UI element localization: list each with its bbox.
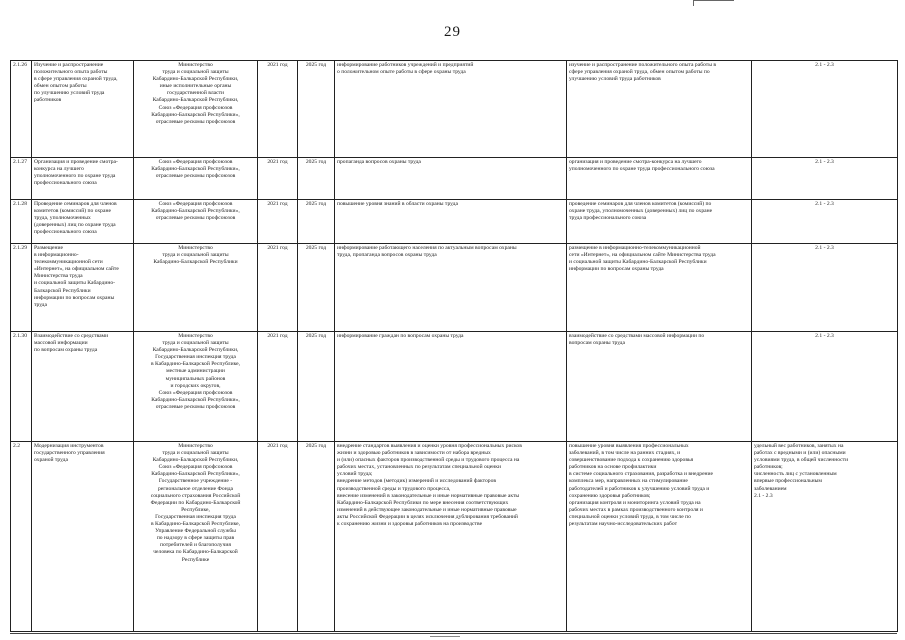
end-year: 2025 год [298,332,335,442]
executors: Министерство труда и социальной защиты Кабардино-Балкарской Республики, иные исполнительные органы государственной власти Кабардино-Балкарской Республики, Союз «Федерация профсоюзов Кабардино-Балкарской Республики», отраслевые рескомы профсоюзов [134,61,258,158]
end-year: 2025 год [298,158,335,200]
start-year: 2021 год [258,332,298,442]
row-number: 2.2 [11,442,32,632]
expected-outcome: повышение уровня выявления профессиональных заболеваний, в том числе на ранних стадиях, и совершенствование подхода к сохранению здоровья работников на основе профилактики в системе социального страхования, разработка и внедрение комплекса мер, направленных на стимулирование работодателей и работников к улучшению условий труда и сохранению здоровья работников; организация контроля и мониторинга условий труда на рабочих местах в рамках производственного контроля и специальной оценки условий труда, в том числе по результатам научно-исследовательских работ [567,442,752,632]
table-row [11,61,898,158]
measure-title: Изучение и распространение положительного опыта работы в сфере управления охраной труда, обмен опытом работы по улучшению условий труда работников [32,61,134,158]
table-row [11,244,898,332]
executors: Министерство труда и социальной защиты Кабардино-Балкарской Республики, Государственная инспекция труда в Кабардино-Балкарской Республике, местные администрации муниципальных районов и городских округов, Союз «Федерация профсоюзов Кабардино-Балкарской Республики», отраслевые рескомы профсоюзов [134,332,258,442]
table-row [11,200,898,244]
scan-edge-mark [693,0,734,6]
row-number: 2.1.27 [11,158,32,200]
start-year: 2021 год [258,158,298,200]
scan-artifact-line [430,636,460,637]
expected-outcome: проведение семинаров для членов комитетов (комиссий) по охране труда, уполномоченных (доверенных) лиц по охране труда профессионального союза [567,200,752,244]
expected-outcome: взаимодействие со средствами массовой информации по вопросам охраны труда [567,332,752,442]
measure-title: Организация и проведение смотра- конкурса на лучшего уполномоченного по охране труда профессионального союза [32,158,134,200]
start-year: 2021 год [258,442,298,632]
table-row [11,158,898,200]
indicator-ref: 2.1 - 2.3 [752,244,898,332]
executors: Министерство труда и социальной защиты Кабардино-Балкарской Республики, Союз «Федерация профсоюзов Кабардино-Балкарской Республики», Государственное учреждение - региональное отделение Фонда социального страхования Российской Федерации по Кабардино-Балкарской Республике, Государственная инспекция труда в Кабардино-Балкарской Республике, Управление Федеральной службы по надзору в сфере защиты прав потребителей и благополучия человека по Кабардино-Балкарской Республике [134,442,258,632]
measure-result: информирование граждан по вопросам охраны труда [335,332,567,442]
indicator-ref: 2.1 - 2.3 [752,200,898,244]
indicator-ref: удельный вес работников, занятых на работах с вредными и (или) опасными условиями труда, в общей численности работников; численность лиц с установленным впервые профессиональным заболеванием 2.1 - 2.3 [752,442,898,632]
end-year: 2025 год [298,61,335,158]
row-number: 2.1.30 [11,332,32,442]
measure-title: Проведение семинаров для членов комитетов (комиссий) по охране труда, уполномоченных (доверенных) лиц по охране труда профессионального союза [32,200,134,244]
measure-title: Размещение в информационно- телекоммуникационной сети «Интернет», на официальном сайте Министерства труда и социальной защиты Кабардино- Балкарской Республики информации по вопросам охраны труда [32,244,134,332]
row-number: 2.1.28 [11,200,32,244]
measure-title: Взаимодействие со средствами массовой информации по вопросам охраны труда [32,332,134,442]
expected-outcome: размещение в информационно-телекоммуникационной сети «Интернет», на официальном сайте Министерства труда и социальной защиты Кабардино-Балкарской Республики информации по вопросам охраны труда [567,244,752,332]
end-year: 2025 год [298,200,335,244]
expected-outcome: изучение и распространение положительного опыта работы в сфере управления охраной труда, обмен опытом работы по улучшению условий труда работников [567,61,752,158]
start-year: 2021 год [258,244,298,332]
end-year: 2025 год [298,244,335,332]
start-year: 2021 год [258,200,298,244]
indicator-ref: 2.1 - 2.3 [752,332,898,442]
executors: Союз «Федерация профсоюзов Кабардино-Балкарской Республики», отраслевые рескомы профсоюзов [134,158,258,200]
end-year: 2025 год [298,442,335,632]
measure-result: пропаганда вопросов охраны труда [335,158,567,200]
measure-result: внедрение стандартов выявления и оценки уровня профессиональных рисков жизни и здоровью работников в зависимости от набора вредных и (или) опасных факторов производственной среды и трудового процесса на рабочих местах, установленных по результатам специальной оценки условий труда; внедрение методов (методик) измерений и исследований факторов производственной среды и трудового процесса, внесение изменений в законодательные и иные нормативные правовые акты Кабардино-Балкарской Республики по мере внесения соответствующих изменений в действующее законодательные и иные нормативные правовые акты Российской Федерации в целях исключения дублирования требований к сохранению жизни и здоровья работников на производстве [335,442,567,632]
row-number: 2.1.26 [11,61,32,158]
indicator-ref: 2.1 - 2.3 [752,61,898,158]
measures-table [10,60,898,632]
expected-outcome: организация и проведение смотра-конкурса на лучшего уполномоченного по охране труда профессионального союза [567,158,752,200]
measure-title: Модернизация инструментов государственного управления охраной труда [32,442,134,632]
executors: Союз «Федерация профсоюзов Кабардино-Балкарской Республики», отраслевые рескомы профсоюзов [134,200,258,244]
row-number: 2.1.29 [11,244,32,332]
measure-result: повышение уровня знаний в области охраны труда [335,200,567,244]
table-row [11,442,898,632]
executors: Министерство труда и социальной защиты Кабардино-Балкарской Республики [134,244,258,332]
page-bottom-rule [10,633,897,634]
start-year: 2021 год [258,61,298,158]
measure-result: информирование работающего населения по актуальным вопросам охраны труда, пропаганда вопросов охраны труда [335,244,567,332]
indicator-ref: 2.1 - 2.3 [752,158,898,200]
page-number: 29 [444,24,461,40]
measure-result: информирование работников учреждений и предприятий о положительном опыте работы в сфере охраны труда [335,61,567,158]
table-row [11,332,898,442]
